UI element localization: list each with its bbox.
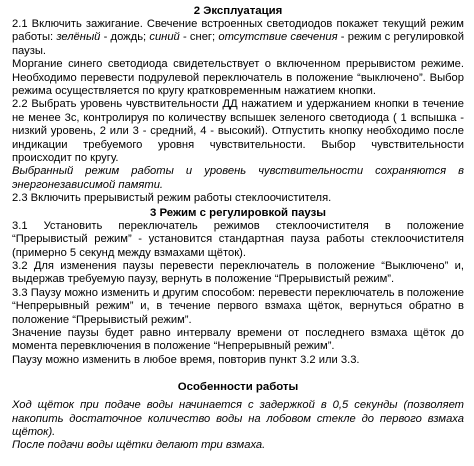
paragraph-three-wipes: После подачи воды щётки делают три взмаха. bbox=[12, 439, 266, 452]
mode-green: зелёный bbox=[56, 31, 101, 44]
paragraph-3-1: 3.1 Установить переключатель режимов стеклоочистителя в положение “Прерывистый режим” - установится стандартная пауза работы стеклоочистителя (примерно 5 секунд между взмахами щёток). bbox=[12, 219, 464, 259]
mode-green-desc: - дождь; bbox=[100, 31, 150, 44]
paragraph-2-2: 2.2 Выбрать уровень чувствительности ДД нажатием и удержанием кнопки в течение не менее 3с, контролируя по количеству вспышек зеленого светодиода ( 1 вспышка - низкий уровень, 2 или 3 - средний, 4 - высокий). Отпустить кнопку необходимо после индикации требуемого уровня чувствительности. Выбор чувствительности происходит по кругу. bbox=[12, 98, 464, 165]
paragraph-water-delay: Ход щёток при подаче воды начинается с задержкой в 0,5 секунды (позволяет накопить достаточное количество воды на лобовом стекле до первого взмаха щёток). bbox=[12, 399, 464, 438]
paragraph-2-3: 2.3 Включить прерывистый режим работы стеклоочистителя. bbox=[12, 192, 332, 205]
paragraph-3-2: 3.2 Для изменения паузы перевести переключатель в положение “Выключено” и, выдержав требуемую паузу, вернуть в положение “Прерывистый режим”. bbox=[12, 259, 464, 286]
mode-blue-desc: - снег; bbox=[179, 31, 219, 44]
features-heading: Особенности работы bbox=[177, 381, 299, 394]
spacer bbox=[12, 367, 464, 380]
paragraph-pause-change: Паузу можно изменить в любое время, повторив пункт 3.2 или 3.3. bbox=[12, 353, 360, 366]
mode-none-desc: - режим с регулировкой паузы. bbox=[12, 31, 465, 57]
paragraph-2-1-lead: 2.1 Включить зажигание. Свечение встроенных светодиодов покажет текущий режим работы: bbox=[12, 18, 464, 44]
section-3-heading: 3 Режим с регулировкой паузы bbox=[149, 206, 326, 219]
paragraph-memory-note: Выбранный режим работы и уровень чувствительности сохраняются в энергонезависимой памяти. bbox=[12, 165, 464, 191]
mode-blue: синий bbox=[149, 31, 180, 44]
section-2-heading: 2 Эксплуатация bbox=[193, 5, 283, 17]
paragraph-pause-value: Значение паузы будет равно интервалу времени от последнего взмаха щёток до момента перевключения в положение “Непрерывный режим”. bbox=[12, 326, 464, 353]
paragraph-3-3: 3.3 Паузу можно изменить и другим способом: перевести переключатель в положение “Непрерывный режим” и, в течение первого взмаха щёток, вернуться обратно в положение “Прерывистый режим”. bbox=[12, 286, 464, 326]
paragraph-blink: Моргание синего светодиода свидетельствует о включенном прерывистом режиме. Необходимо перевести подрулевой переключатель в положение “выключено”. Выбор режима осуществляется по кругу кратковременным нажатием кнопки. bbox=[12, 58, 464, 98]
paragraph-2-1 bbox=[12, 18, 464, 58]
mode-none: отсутствие свечения bbox=[218, 31, 338, 44]
